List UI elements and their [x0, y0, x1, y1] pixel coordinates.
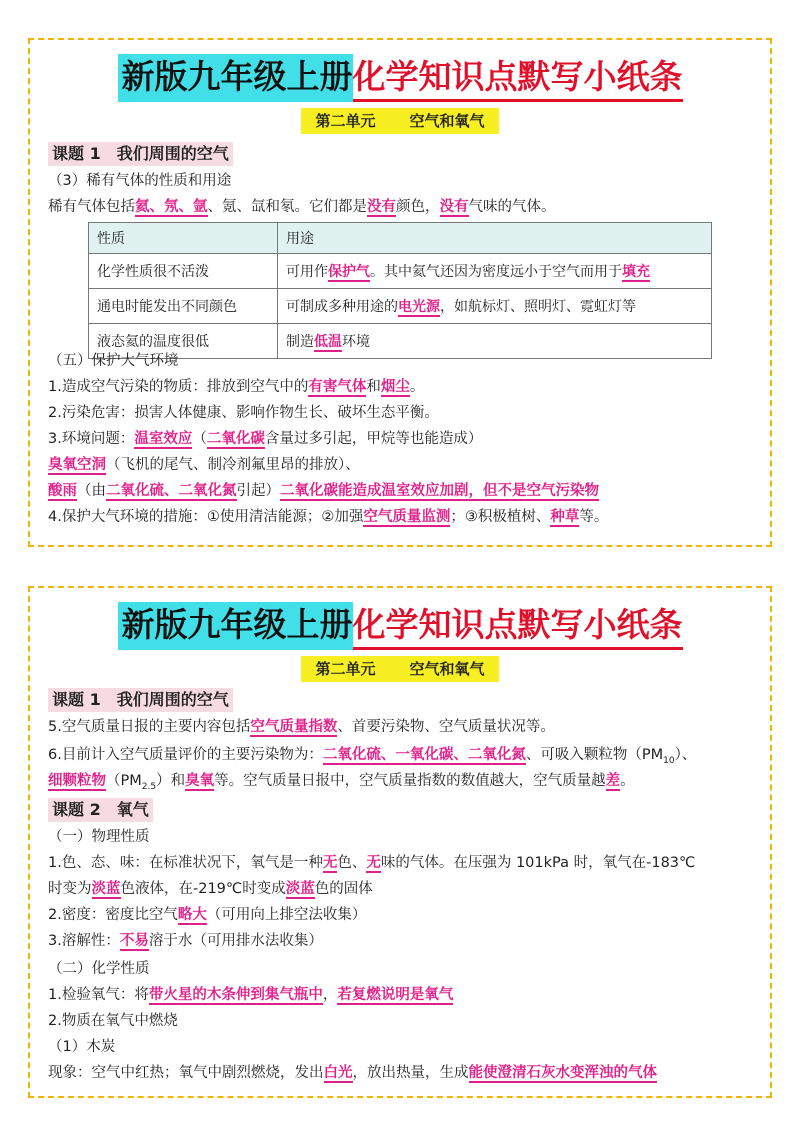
- answer: 白光: [323, 1065, 353, 1081]
- text-line: [48, 1062, 760, 1084]
- answer: 淡蓝: [285, 881, 315, 897]
- answer: 二氧化碳: [206, 431, 265, 447]
- answer: 电光源: [398, 299, 440, 315]
- note-card-1: [28, 38, 772, 547]
- text-line: [48, 852, 760, 874]
- text: 2.物质在氧气中燃烧: [48, 1013, 178, 1029]
- answer: 带火星的木条伸到集气瓶中: [148, 987, 323, 1003]
- text: 制造: [286, 334, 314, 350]
- text: 3.溶解性：: [48, 933, 120, 949]
- title-highlight-part: 新版九年级上册: [118, 54, 353, 102]
- lesson-title: 课题 1 我们周围的空气: [48, 142, 233, 166]
- text: 色的固体: [314, 881, 373, 897]
- lesson-heading: [48, 142, 760, 166]
- answer: 温室效应: [134, 431, 193, 447]
- card-title: [30, 54, 770, 102]
- lesson-title: 课题 2 氧气: [48, 798, 153, 822]
- text: 稀有气体包括: [48, 199, 135, 215]
- answer: 无: [366, 855, 381, 871]
- text-line: [48, 744, 760, 772]
- section-text: （二）化学性质: [48, 961, 150, 977]
- text-line: [48, 984, 760, 1006]
- text-line: [48, 376, 760, 398]
- text-line: [48, 878, 760, 900]
- text: 、氪、氙和氡。它们都是: [207, 199, 367, 215]
- section-text: （五）保护大气环境: [48, 353, 179, 369]
- text: 5.空气质量日报的主要内容包括: [48, 719, 251, 735]
- table-cell: 液态氦的温度很低: [89, 324, 278, 359]
- text: ）、: [674, 747, 697, 763]
- text: 气味的气体。: [468, 199, 556, 215]
- properties-table: [88, 222, 712, 359]
- unit-heading: [30, 656, 770, 682]
- unit-badge: [301, 108, 498, 134]
- answer: 差: [605, 773, 621, 789]
- text: 等。空气质量日报中，空气质量指数的数值越大，空气质量越: [214, 773, 606, 789]
- answer: 烟尘: [380, 379, 410, 395]
- text: 环境: [342, 334, 370, 350]
- text: 1.色、态、味：在标准状况下，氧气是一种: [48, 855, 323, 871]
- text: ，放出热量，生成: [352, 1065, 469, 1081]
- text: 色液体，在-219℃时变成: [120, 881, 286, 897]
- text: （可用向上排空法收集）: [206, 907, 367, 923]
- answer: 有害气体: [308, 379, 367, 395]
- text: 味的气体。在压强为 101kPa 时，氧气在-183℃: [380, 855, 696, 871]
- section-text: （1）木炭: [48, 1039, 116, 1055]
- text: 色、: [337, 855, 367, 871]
- text: 、可吸入颗粒物（PM: [525, 747, 664, 763]
- table-cell: [278, 289, 712, 324]
- column-header-property: 性质: [89, 223, 278, 254]
- title-red-part: 化学知识点默写小纸条: [353, 604, 683, 650]
- answer: 二氧化碳能造成温室效应加剧，但不是空气污染物: [280, 483, 599, 499]
- section-heading: [48, 170, 760, 192]
- text: 引起）: [236, 483, 280, 499]
- text: ，如航标灯、照明灯、霓虹灯等: [440, 299, 636, 315]
- table-header-row: [89, 223, 712, 254]
- answer: 无: [322, 855, 338, 871]
- section-text: （3）稀有气体的性质和用途: [48, 173, 232, 189]
- table-cell: [278, 254, 712, 289]
- section-heading: [48, 350, 760, 372]
- text: 。: [409, 379, 425, 395]
- table-row: [89, 289, 712, 324]
- lesson-title: 课题 1 我们周围的空气: [48, 688, 233, 712]
- answer: 臭氧: [185, 773, 215, 789]
- text: （PM: [106, 773, 142, 789]
- text: 3.环境问题：: [48, 431, 135, 447]
- text: （: [192, 431, 207, 447]
- section-heading: [48, 958, 760, 980]
- text: 溶于水（可用排水法收集）: [148, 933, 323, 949]
- answer: 若复燃说明是氧气: [337, 987, 454, 1003]
- answer: 氦、氖、氩: [135, 199, 208, 215]
- text: （由: [77, 483, 106, 499]
- text-line: [48, 402, 760, 424]
- text: 现象：空气中红热；氧气中剧烈燃烧，发出: [48, 1065, 324, 1081]
- title-highlight-part: 新版九年级上册: [118, 602, 353, 650]
- answer: 淡蓝: [91, 881, 121, 897]
- text: 1.造成空气污染的物质：排放到空气中的: [48, 379, 309, 395]
- text: 等。: [579, 509, 609, 525]
- answer: 种草: [550, 509, 580, 525]
- column-header-use: 用途: [278, 223, 712, 254]
- section-text: （一）物理性质: [48, 829, 150, 845]
- text: 2.密度：密度比空气: [48, 907, 178, 923]
- text: 。其中氦气还因为密度远小于空气而用于: [370, 264, 622, 280]
- table-row: [89, 254, 712, 289]
- text-line: [48, 716, 760, 738]
- answer: 细颗粒物: [48, 773, 106, 789]
- text: ；③积极植树、: [450, 509, 551, 525]
- text: 和: [366, 379, 381, 395]
- text: ）和: [156, 773, 186, 789]
- section-heading: [48, 826, 760, 848]
- answer: 空气质量指数: [250, 719, 338, 735]
- subscript: 2.5: [141, 781, 157, 792]
- answer: 不易: [119, 933, 149, 949]
- text: ，: [322, 987, 338, 1003]
- text: 时变为: [48, 881, 92, 897]
- text-line: [48, 904, 760, 926]
- text: 颜色，: [396, 199, 440, 215]
- answer: 低温: [314, 334, 342, 350]
- title-red-part: 化学知识点默写小纸条: [353, 56, 683, 102]
- unit-badge: [301, 656, 498, 682]
- table-cell: 化学性质很不活泼: [89, 254, 278, 289]
- note-card-2: [28, 586, 772, 1098]
- unit-number: 第二单元: [315, 660, 376, 678]
- text: 4.保护大气环境的措施：①使用清洁能源；②加强: [48, 509, 364, 525]
- text: 2.污染危害：损害人体健康、影响作物生长、破坏生态平衡。: [48, 405, 439, 421]
- subscript: 10: [663, 755, 675, 766]
- text: 可用作: [286, 264, 328, 280]
- answer: 酸雨: [48, 483, 77, 499]
- answer: 空气质量监测: [363, 509, 451, 525]
- text: 6.目前计入空气质量评价的主要污染物为：: [48, 747, 323, 763]
- unit-name: 空气和氧气: [409, 112, 485, 130]
- text-line: [48, 770, 760, 798]
- text-line: [48, 506, 760, 528]
- text: 、首要污染物、空气质量状况等。: [337, 719, 555, 735]
- table-cell: 通电时能发出不同颜色: [89, 289, 278, 324]
- answer: 没有: [367, 199, 396, 215]
- text-line: [48, 428, 760, 450]
- answer: 二氧化硫、一氧化碳、二氧化氮: [322, 747, 526, 763]
- text: （飞机的尾气、制冷剂氟里昂的排放）、: [106, 457, 360, 473]
- section-heading: [48, 1036, 760, 1058]
- text-line: [48, 480, 760, 502]
- text-line: [48, 930, 760, 952]
- answer: 二氧化硫、二氧化氮: [106, 483, 237, 499]
- answer: 略大: [177, 907, 207, 923]
- text: 。: [620, 773, 635, 789]
- lesson-heading: [48, 798, 760, 822]
- text: 1.检验氧气：将: [48, 987, 149, 1003]
- text: 可制成多种用途的: [286, 299, 398, 315]
- answer: 填充: [622, 264, 650, 280]
- unit-heading: [30, 108, 770, 134]
- answer: 保护气: [328, 264, 370, 280]
- text-line: [48, 454, 760, 476]
- text-line: [48, 1010, 760, 1032]
- text: 含量过多引起，甲烷等也能造成）: [264, 431, 483, 447]
- text-line: [48, 196, 760, 218]
- answer: 臭氧空洞: [48, 457, 106, 473]
- unit-number: 第二单元: [315, 112, 376, 130]
- unit-name: 空气和氧气: [409, 660, 485, 678]
- lesson-heading: [48, 688, 760, 712]
- answer: 能使澄清石灰水变浑浊的气体: [468, 1065, 657, 1081]
- card-title: [30, 602, 770, 650]
- answer: 没有: [439, 199, 469, 215]
